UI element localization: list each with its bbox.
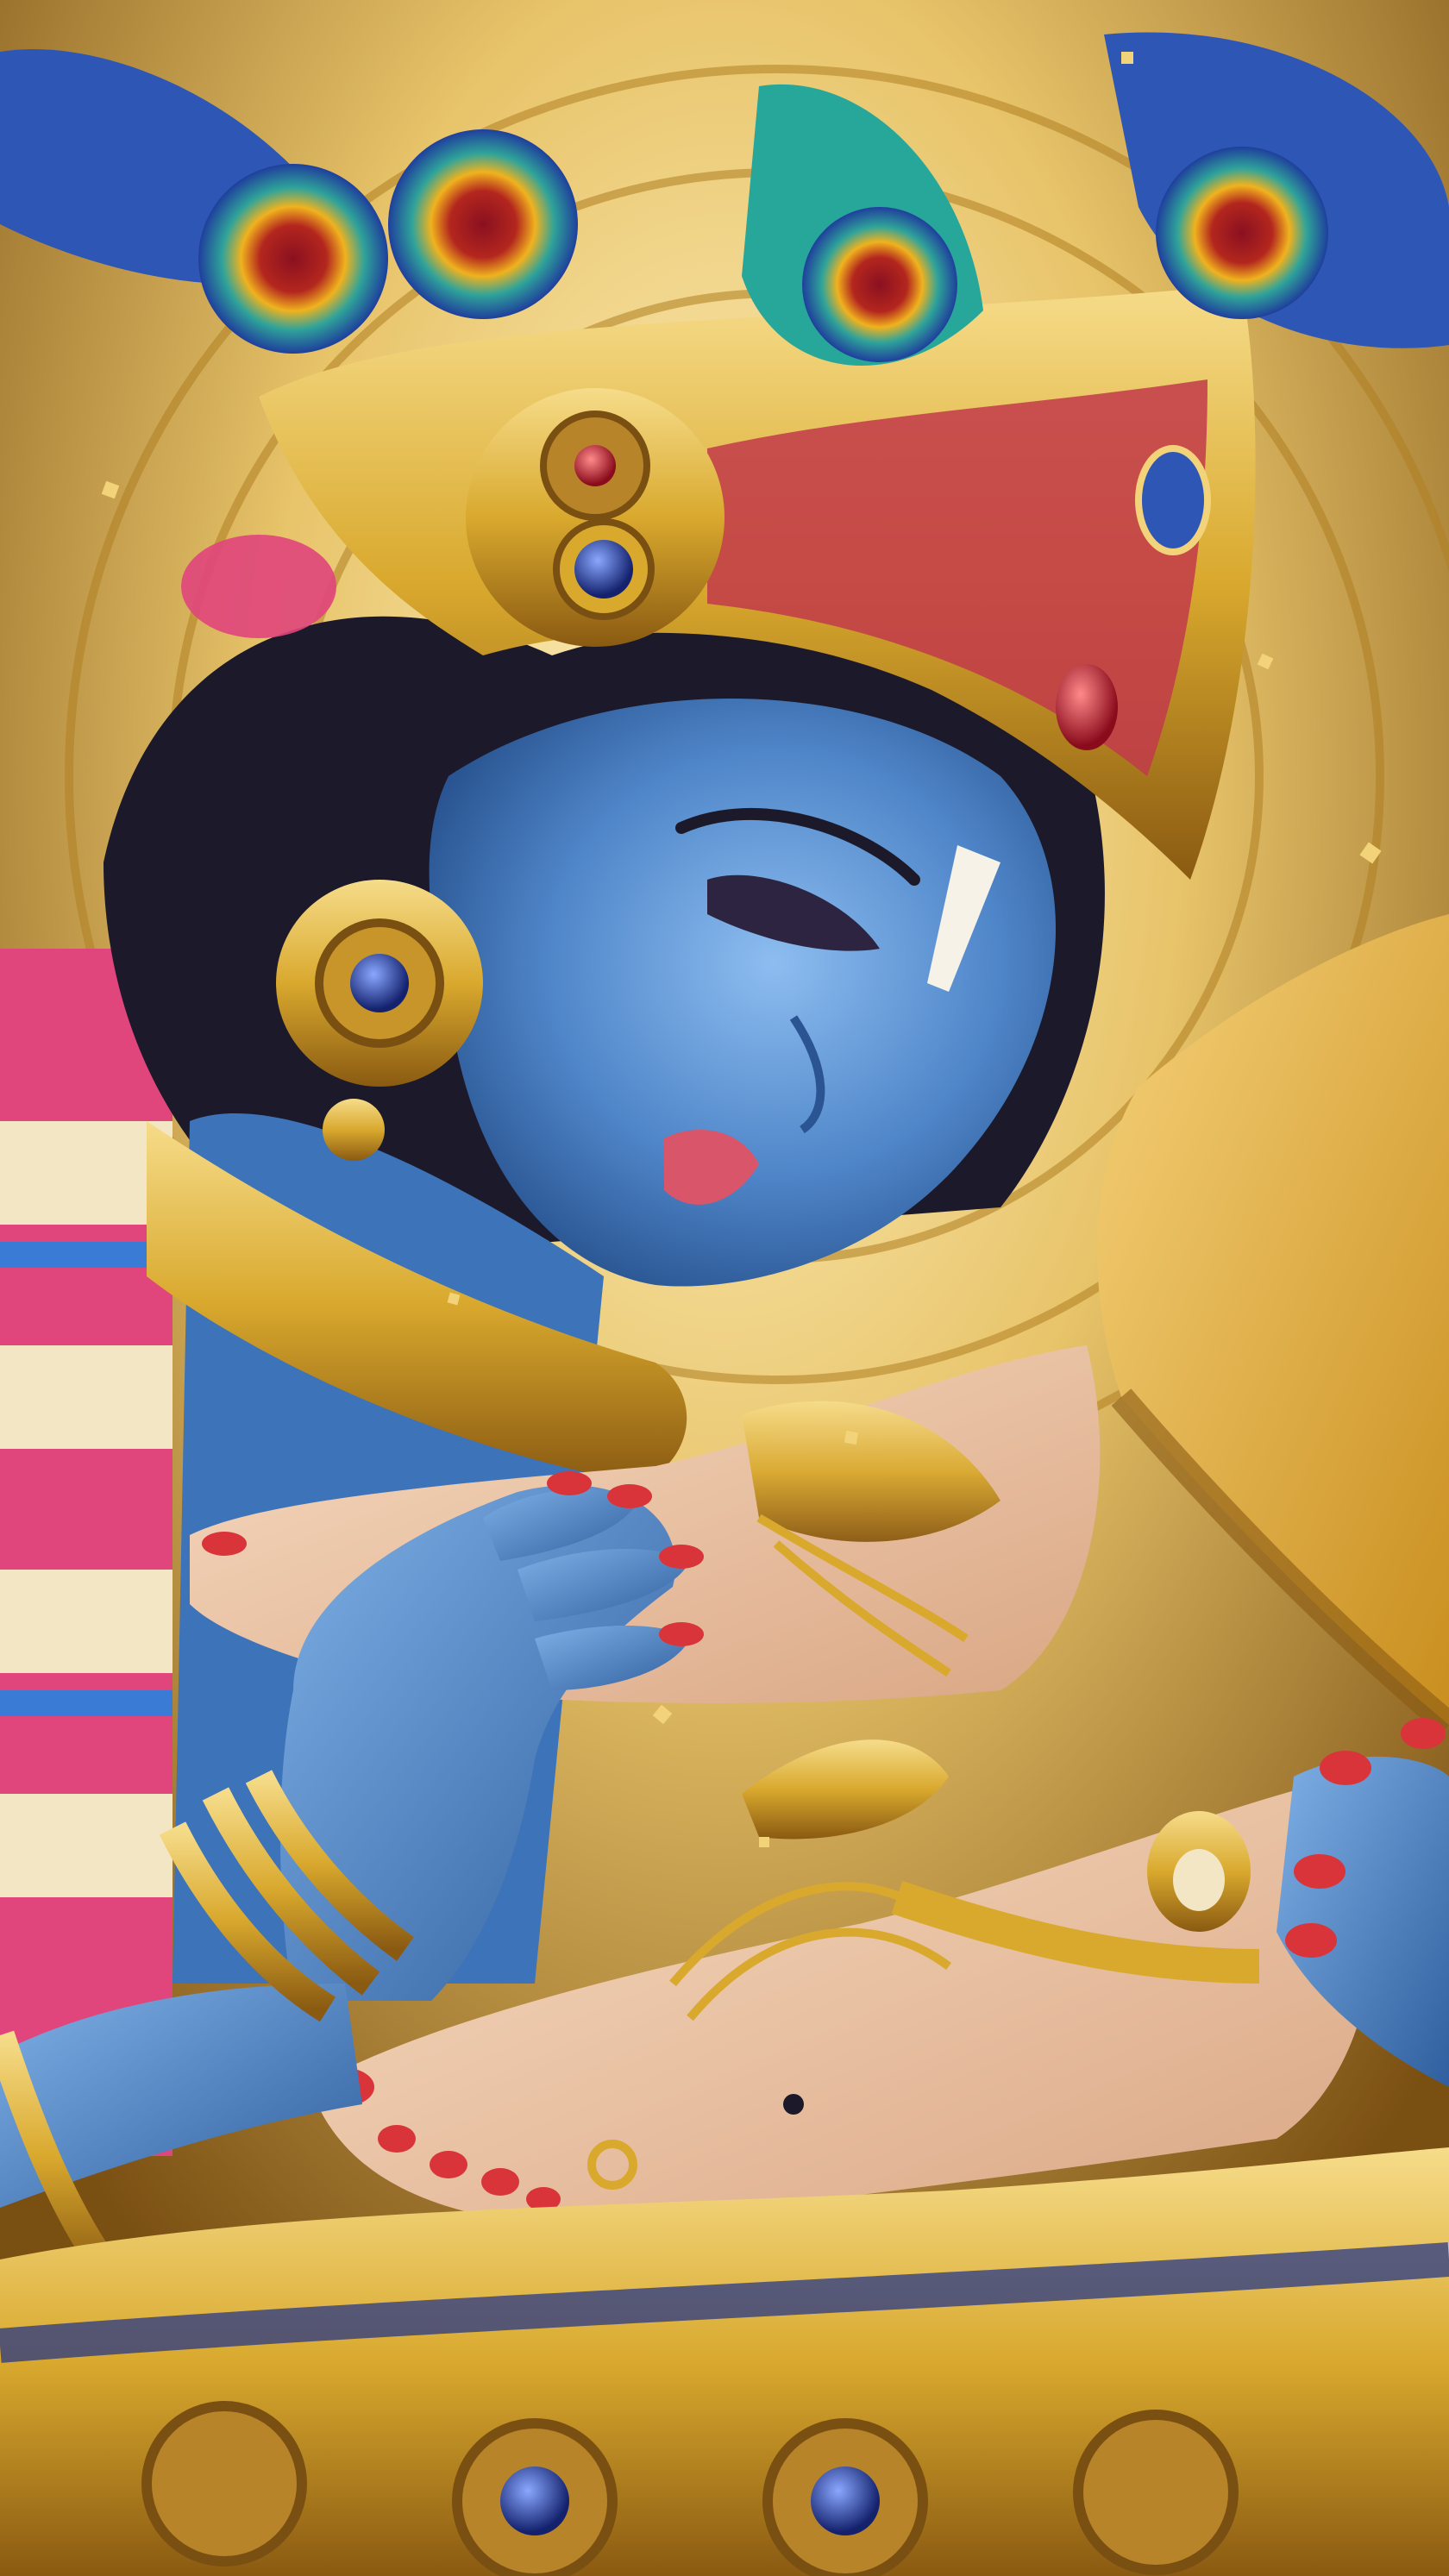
crown-jewel <box>466 388 724 647</box>
foot-mark <box>783 2094 804 2115</box>
